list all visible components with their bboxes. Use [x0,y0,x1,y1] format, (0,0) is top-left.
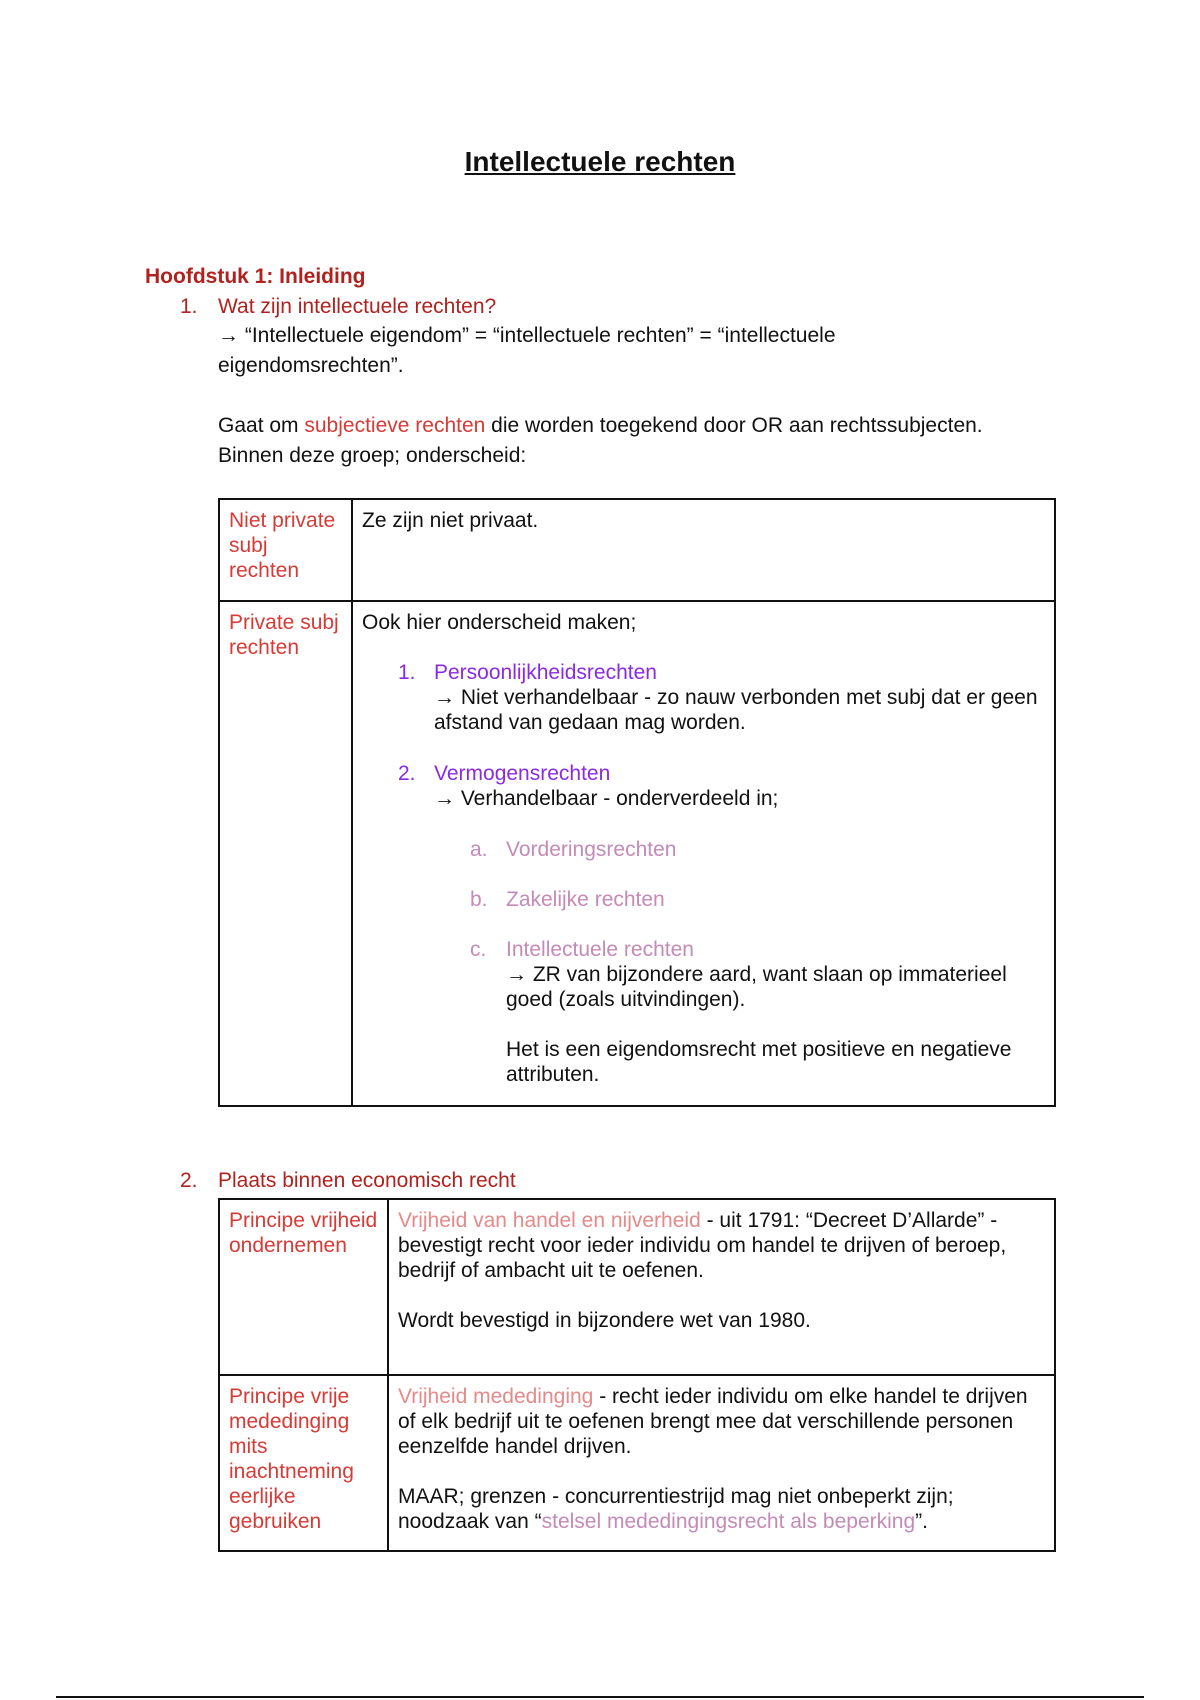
sub-a-title: Vorderingsrechten [506,838,677,861]
competition-text-body: - recht ieder individu om elke handel te drijven of elk bedrijf uit te oefenen brengt mee dat verschillende personen eenzelfde handel drijven. [398,1385,1028,1458]
row-content-competition [388,1375,1055,1551]
competition-text [398,1384,1045,1459]
enterprise-text [398,1208,1045,1283]
item-2-text: → Verhandelbaar - onderverdeeld in; [434,787,779,810]
para-highlight: subjectieve rechten [304,414,486,437]
competition-text-2-post: ”. [915,1510,928,1533]
para-text-pre: Gaat om [218,414,305,437]
section-1-paragraph [218,413,1078,468]
private-intro: Ook hier onderscheid maken; [362,611,637,634]
section-1-number: 1. [180,295,198,318]
enterprise-text-2: Wordt bevestigd in bijzondere wet van 1980. [398,1309,811,1332]
row-content-enterprise [388,1199,1055,1375]
distinction-intro: Binnen deze groep; onderscheid: [218,444,527,467]
sub-c-title: Intellectuele rechten [506,938,694,961]
chapter-heading: Hoofdstuk 1: Inleiding [145,265,366,288]
section-1-definition [218,323,1078,378]
competition-text-2-pre: MAAR; grenzen - concurrentiestrijd mag niet onbeperkt zijn; noodzaak van “ [398,1485,954,1533]
row-content-private [352,601,1055,1106]
definition-line-1: → “Intellectuele eigendom” = “intellectuele rechten” = “intellectuele [218,324,836,347]
table-row [219,1199,1055,1375]
list-item [470,887,1045,912]
subjective-rights-paragraph [218,413,1078,438]
economic-law-table [218,1198,1056,1552]
item-1-text: → Niet verhandelbaar - zo nauw verbonden met subj dat er geen afstand van gedaan mag worden. [434,686,1038,734]
sub-a-number: a. [470,838,488,861]
row-text-non-private: Ze zijn niet privaat. [352,499,1055,601]
row-label-private: Private subj rechten [219,601,352,1106]
sub-c-text-2: Het is een eigendomsrecht met positieve en negatieve attributen. [506,1038,1012,1086]
sub-c-number: c. [470,938,487,961]
para-text-post: die worden toegekend door OR aan rechtssubjecten. [485,414,983,437]
list-item [398,761,1045,811]
item-2-title: Vermogensrechten [434,762,611,785]
item-2-number: 2. [398,762,416,785]
page-title: Intellectuele rechten [464,146,736,177]
competition-text-2 [398,1484,1045,1534]
row-label-non-private: Niet private subj rechten [219,499,352,601]
definition-line-2: eigendomsrechten”. [218,354,404,377]
list-item [470,937,1045,1087]
competition-text-2-highlight: stelsel mededingingsrecht als beperking [541,1510,916,1533]
enterprise-text-body: - uit 1791: “Decreet D’Allarde” - bevestigt recht voor ieder individu om handel te drijven of beroep, bedrijf of ambacht uit te oefenen. [398,1209,1007,1282]
section-2-heading [180,1168,516,1193]
sub-b-title: Zakelijke rechten [506,888,665,911]
list-item [470,837,1045,862]
section-1-heading [180,294,496,319]
item-1-title: Persoonlijkheidsrechten [434,661,657,684]
enterprise-highlight: Vrijheid van handel en nijverheid [398,1209,701,1232]
table-row [219,499,1055,601]
table-row [219,1375,1055,1551]
item-1-number: 1. [398,661,416,684]
section-1-title: Wat zijn intellectuele rechten? [218,295,497,318]
bottom-divider [56,1696,1144,1698]
row-label-competition: Principe vrije mededinging mits inachtneming eerlijke gebruiken [219,1375,388,1551]
section-2-title: Plaats binnen economisch recht [218,1169,516,1192]
section-2-number: 2. [180,1169,198,1192]
row-label-enterprise: Principe vrijheid ondernemen [219,1199,388,1375]
sub-b-number: b. [470,888,488,911]
table-row [219,601,1055,1106]
rights-table [218,498,1056,1107]
competition-highlight: Vrijheid mededinging [398,1385,594,1408]
sub-c-text-1: → ZR van bijzondere aard, want slaan op immaterieel goed (zoals uitvindingen). [506,963,1007,1011]
list-item [398,660,1045,735]
